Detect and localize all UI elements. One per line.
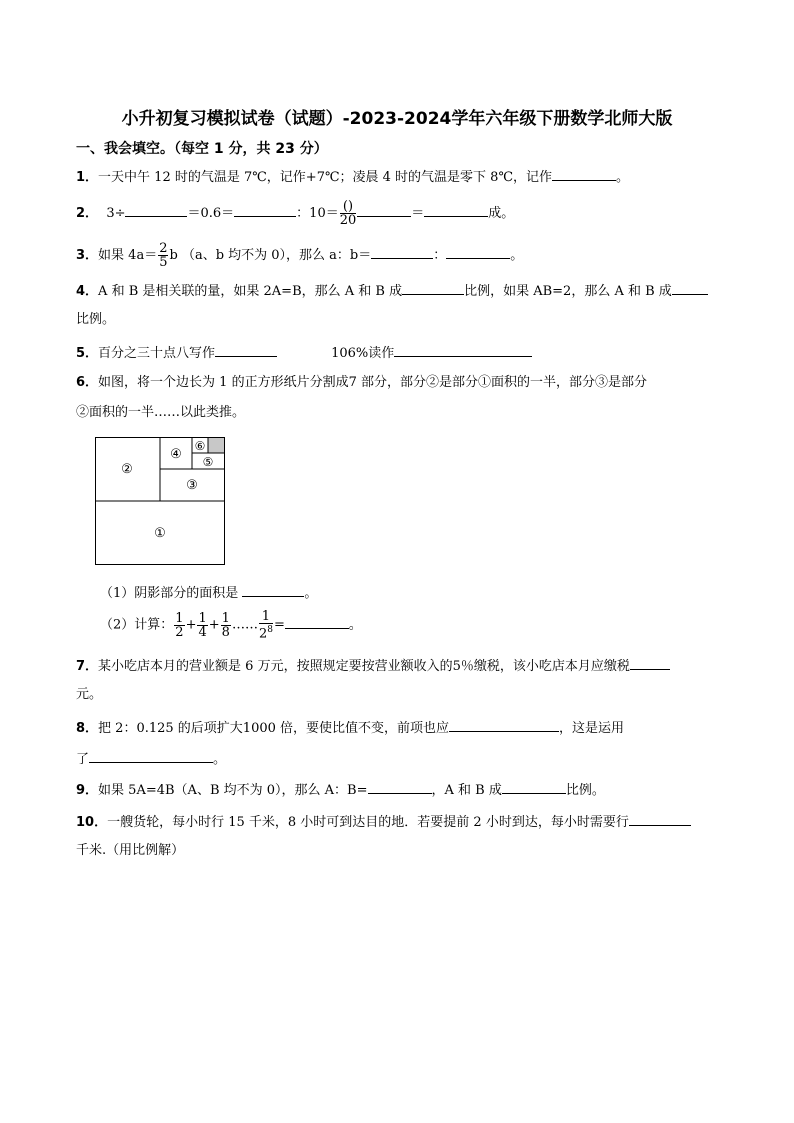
power-exponent: 8 (267, 625, 273, 635)
question-text: 一天中午 12 时的气温是 7℃，记作+7℃；凌晨 4 时的气温是零下 8℃，记作 (98, 170, 552, 185)
question-7-continued (76, 686, 102, 704)
answer-blank[interactable] (402, 280, 464, 295)
question-text: 比例。 (76, 312, 116, 327)
fraction (259, 610, 273, 640)
question-text: 比例。 (565, 783, 605, 798)
answer-blank[interactable] (446, 244, 510, 259)
answer-blank[interactable] (242, 582, 304, 597)
question-6-part-2 (100, 610, 362, 640)
answer-blank[interactable] (394, 342, 532, 357)
question-text-end: 。 (616, 170, 630, 185)
question-3 (76, 242, 523, 269)
question-text: ： (433, 248, 447, 263)
question-text: 。 (510, 248, 524, 263)
power-base: 2 (258, 626, 268, 642)
question-text: 一艘货轮，每小时行 15 千米，8 小时可到达目的地．若要提前 2 小时到达，每小时需要行 (107, 815, 629, 830)
question-2 (76, 200, 514, 227)
question-number: 6． (76, 375, 99, 390)
question-number: 1． (76, 170, 99, 185)
answer-blank[interactable] (285, 614, 349, 629)
question-text: 。 (304, 586, 318, 601)
question-6 (76, 374, 647, 392)
question-1 (76, 166, 629, 187)
shaded-region (208, 438, 225, 454)
question-text: 了 (76, 752, 90, 767)
fraction-numerator: 2 (159, 241, 168, 256)
fraction-denominator: 4 (198, 624, 207, 640)
question-text: （2）计算： (100, 617, 174, 633)
question-10-continued (76, 842, 184, 860)
question-8-continued (76, 748, 226, 769)
label-part-2: ② (121, 462, 133, 477)
answer-blank[interactable] (552, 166, 616, 181)
answer-blank[interactable] (424, 202, 488, 217)
fraction (174, 612, 184, 639)
question-number: 7． (76, 659, 99, 674)
question-number: 9． (76, 783, 99, 798)
answer-blank[interactable] (357, 202, 411, 217)
question-5 (76, 342, 532, 363)
label-part-4: ④ (170, 447, 182, 462)
plus-sign: + (208, 617, 220, 633)
answer-blank[interactable] (125, 202, 187, 217)
question-number: 10． (76, 815, 108, 830)
question-text: 3÷ (106, 206, 126, 221)
question-text: b （a、b 均不为 0），那么 a：b＝ (169, 248, 372, 263)
question-text: （1）阴影部分的面积是 (100, 586, 239, 601)
answer-blank[interactable] (215, 342, 277, 357)
fraction-numerator: 1 (198, 610, 207, 626)
answer-blank[interactable] (630, 655, 670, 670)
question-6-part-1 (100, 582, 317, 603)
question-text: 如图，将一个边长为 1 的正方形纸片分割成7 部分，部分②是部分①面积的一半，部分③是部分 (98, 375, 647, 390)
question-10 (76, 811, 691, 832)
question-text: 。 (348, 617, 362, 633)
question-text: 元。 (76, 687, 103, 702)
question-number: 3． (76, 248, 99, 263)
answer-blank[interactable] (368, 779, 432, 794)
fraction (158, 242, 168, 269)
square-partition-figure (95, 437, 225, 565)
fraction (197, 612, 207, 639)
answer-blank[interactable] (449, 717, 559, 732)
question-text: ：10＝ (296, 206, 339, 221)
question-7 (76, 655, 670, 676)
label-part-3: ③ (186, 478, 198, 493)
question-text: ＝ (411, 206, 425, 221)
fraction (221, 612, 231, 639)
question-number: 5． (76, 346, 99, 361)
question-text: 千米.（用比例解） (76, 843, 185, 858)
fraction (340, 200, 357, 227)
question-text: 。 (213, 752, 227, 767)
fraction-denominator (259, 624, 273, 640)
label-part-1: ① (154, 526, 166, 541)
ellipsis: …… (231, 617, 258, 633)
fraction-denominator: 8 (221, 624, 230, 640)
fraction-numerator: 1 (221, 610, 230, 626)
section-heading: 一、我会填空。（每空 1 分，共 23 分） (76, 141, 328, 157)
question-9 (76, 779, 605, 800)
question-4-continued (76, 311, 115, 329)
question-text: 如果 4a＝ (98, 248, 158, 263)
fraction-numerator: 1 (175, 610, 184, 626)
answer-blank[interactable] (502, 779, 566, 794)
question-number: 4． (76, 284, 99, 299)
fraction-numerator: () (340, 200, 357, 214)
figure-svg (95, 437, 225, 565)
question-number: 2． (76, 206, 99, 221)
question-8 (76, 717, 624, 738)
question-6-continued (76, 404, 245, 422)
question-text: ，这是运用 (559, 721, 625, 736)
plus-sign: + (185, 617, 197, 633)
question-text: ＝0.6＝ (187, 206, 235, 221)
question-text: 比例，如果 AB=2，那么 A 和 B 成 (464, 284, 672, 299)
answer-blank[interactable] (629, 811, 691, 826)
answer-blank[interactable] (371, 244, 433, 259)
page-title: 小升初复习模拟试卷（试题）-2023-2024学年六年级下册数学北师大版 (121, 109, 673, 129)
question-text: ②面积的一半……以此类推。 (76, 405, 246, 420)
answer-blank[interactable] (89, 748, 213, 763)
question-number: 8． (76, 721, 99, 736)
label-part-5: ⑤ (202, 455, 214, 469)
answer-blank[interactable] (234, 202, 296, 217)
question-text: 把 2：0.125 的后项扩大1000 倍，要使比值不变，前项也应 (98, 721, 450, 736)
question-text: 如果 5A=4B（A、B 均不为 0），那么 A：B= (98, 783, 368, 798)
label-part-6: ⑥ (194, 439, 206, 453)
fraction-denominator: 2 (175, 624, 184, 640)
fraction-denominator: 5 (159, 255, 168, 270)
question-text: 某小吃店本月的营业额是 6 万元，按照规定要按营业额收入的5％缴税，该小吃店本月应缴税 (98, 659, 630, 674)
question-text: 成。 (488, 206, 515, 221)
fraction-denominator: 20 (339, 213, 357, 228)
answer-blank[interactable] (672, 280, 708, 295)
question-4 (76, 280, 708, 301)
question-text: ，A 和 B 成 (431, 783, 502, 798)
question-text: 百分之三十点八写作 (98, 346, 216, 361)
question-text: A 和 B 是相关联的量，如果 2A=B，那么 A 和 B 成 (98, 284, 403, 299)
question-text: 106%读作 (331, 346, 395, 361)
fraction-numerator: 1 (259, 610, 273, 624)
equals-sign: = (273, 617, 285, 633)
